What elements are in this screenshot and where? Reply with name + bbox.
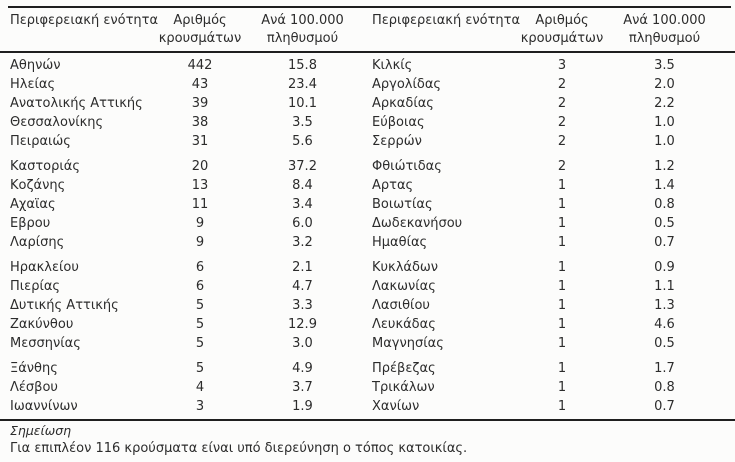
table-row: [10, 75, 355, 94]
cases-table-left: [10, 10, 355, 416]
region-name: Θεσσαλονίκης: [10, 115, 104, 130]
case-count: 1: [557, 399, 567, 414]
region-name: Εβρου: [10, 216, 51, 231]
case-count: 4: [195, 380, 205, 395]
region-name: Λαρίσης: [10, 235, 65, 250]
region-name: Ημαθίας: [372, 235, 428, 250]
table-row: [10, 378, 355, 397]
region-name: Πειραιώς: [10, 134, 71, 149]
region-name: Αχαϊας: [10, 197, 56, 212]
rate-per-100k: 3.7: [292, 380, 313, 395]
case-count: 1: [557, 336, 567, 351]
cases-table-right: [372, 10, 717, 416]
region-name: Μαγνησίας: [372, 336, 444, 351]
rate-per-100k: 3.4: [292, 197, 313, 212]
rate-per-100k: 3.0: [292, 336, 313, 351]
note-text: Για επιπλέον 116 κρούσματα είναι υπό διερεύνηση ο τόπος κατοικίας.: [10, 440, 468, 456]
case-count: 5: [195, 361, 205, 376]
region-name: Πιερίας: [10, 279, 61, 294]
region-name: Κοζάνης: [10, 178, 66, 193]
column-header-region: Περιφερειακή ενότητα: [10, 13, 159, 28]
region-name: Αρτας: [372, 178, 414, 193]
rate-per-100k: 8.4: [292, 178, 313, 193]
table-row: [10, 113, 355, 132]
case-count: 1: [557, 380, 567, 395]
rate-per-100k: 0.7: [654, 235, 675, 250]
region-name: Δωδεκανήσου: [372, 216, 463, 231]
case-count: 1: [557, 235, 567, 250]
table-row: [372, 233, 717, 252]
case-count: 1: [557, 317, 567, 332]
table-row: [10, 233, 355, 252]
rate-per-100k: 12.9: [288, 317, 317, 332]
footnote: [10, 422, 727, 457]
rate-per-100k: 2.0: [654, 77, 675, 92]
rate-per-100k: 3.5: [654, 58, 675, 73]
rate-per-100k: 1.3: [654, 298, 675, 313]
region-name: Μεσσηνίας: [10, 336, 81, 351]
table-top-border: [8, 6, 731, 8]
region-name: Ζακύνθου: [10, 317, 74, 332]
table-row: [10, 252, 355, 277]
table-row: [372, 214, 717, 233]
case-count: 2: [557, 159, 567, 174]
case-count: 5: [195, 298, 205, 313]
column-header-rate: Ανά 100.000 πληθυσμού: [261, 13, 344, 46]
column-header-cases: Αριθμός κρουσμάτων: [158, 13, 242, 46]
case-count: 31: [191, 134, 209, 149]
case-count: 20: [191, 159, 209, 174]
rate-per-100k: 1.0: [654, 115, 675, 130]
case-count: 6: [195, 279, 205, 294]
table-row: [372, 132, 717, 151]
rate-per-100k: 0.5: [654, 216, 675, 231]
region-name: Σερρών: [372, 134, 422, 149]
column-header-cases: Αριθμός κρουσμάτων: [520, 13, 604, 46]
region-name: Πρέβεζας: [372, 361, 436, 376]
case-count: 9: [195, 235, 205, 250]
column-header-rate: Ανά 100.000 πληθυσμού: [623, 13, 706, 46]
case-count: 39: [191, 96, 209, 111]
region-name: Εύβοιας: [372, 115, 425, 130]
region-name: Λέσβου: [10, 380, 58, 395]
region-name: Βοιωτίας: [372, 197, 433, 212]
region-name: Χανίων: [372, 399, 420, 414]
table-row: [372, 56, 717, 75]
case-count: 1: [557, 298, 567, 313]
case-count: 5: [195, 336, 205, 351]
table-row: [10, 315, 355, 334]
rate-per-100k: 0.9: [654, 260, 675, 275]
rate-per-100k: 1.2: [654, 159, 675, 174]
table-row: [372, 334, 717, 353]
region-name: Ηλείας: [10, 77, 56, 92]
case-count: 1: [557, 197, 567, 212]
table-row: [10, 195, 355, 214]
table-row: [372, 378, 717, 397]
note-label: Σημείωση: [10, 423, 72, 438]
rate-per-100k: 0.8: [654, 380, 675, 395]
rate-per-100k: 23.4: [288, 77, 317, 92]
table-row: [372, 75, 717, 94]
case-count: 3: [195, 399, 205, 414]
rate-per-100k: 1.9: [292, 399, 313, 414]
rate-per-100k: 4.6: [654, 317, 675, 332]
case-count: 5: [195, 317, 205, 332]
table-row: [372, 353, 717, 378]
case-count: 2: [557, 96, 567, 111]
table-row: [10, 132, 355, 151]
case-count: 442: [187, 58, 213, 73]
region-name: Κιλκίς: [372, 58, 413, 73]
rate-per-100k: 2.1: [292, 260, 313, 275]
case-count: 1: [557, 260, 567, 275]
table-row: [372, 296, 717, 315]
case-count: 38: [191, 115, 209, 130]
region-name: Λευκάδας: [372, 317, 436, 332]
table-row: [10, 56, 355, 75]
region-name: Φθιώτιδας: [372, 159, 442, 174]
rate-per-100k: 0.7: [654, 399, 675, 414]
table-row: [372, 151, 717, 176]
region-name: Καστοριάς: [10, 159, 80, 174]
region-name: Λακωνίας: [372, 279, 436, 294]
rate-per-100k: 3.3: [292, 298, 313, 313]
region-name: Δυτικής Αττικής: [10, 298, 119, 313]
table-row: [372, 252, 717, 277]
rate-per-100k: 0.8: [654, 197, 675, 212]
rate-per-100k: 1.4: [654, 178, 675, 193]
region-name: Τρικάλων: [372, 380, 435, 395]
case-count: 2: [557, 77, 567, 92]
case-count: 6: [195, 260, 205, 275]
rate-per-100k: 5.6: [292, 134, 313, 149]
column-header-region: Περιφερειακή ενότητα: [372, 13, 521, 28]
rate-per-100k: 4.9: [292, 361, 313, 376]
table-row: [10, 151, 355, 176]
rate-per-100k: 1.1: [654, 279, 675, 294]
region-name: Λασιθίου: [372, 298, 430, 313]
table-row: [372, 277, 717, 296]
rate-per-100k: 3.2: [292, 235, 313, 250]
rate-per-100k: 3.5: [292, 115, 313, 130]
rate-per-100k: 1.0: [654, 134, 675, 149]
rate-per-100k: 2.2: [654, 96, 675, 111]
header-row: [10, 10, 355, 56]
region-name: Αργολίδας: [372, 77, 442, 92]
rate-per-100k: 1.7: [654, 361, 675, 376]
table-row: [10, 94, 355, 113]
table-row: [10, 176, 355, 195]
region-name: Αθηνών: [10, 58, 61, 73]
region-name: Ξάνθης: [10, 361, 58, 376]
region-name: Ηρακλείου: [10, 260, 79, 275]
region-name: Κυκλάδων: [372, 260, 439, 275]
header-row: [372, 10, 717, 56]
table-row: [372, 315, 717, 334]
table-row: [10, 353, 355, 378]
region-name: Ανατολικής Αττικής: [10, 96, 143, 111]
table-row: [10, 214, 355, 233]
table-row: [372, 195, 717, 214]
table-row: [10, 397, 355, 416]
rate-per-100k: 6.0: [292, 216, 313, 231]
rate-per-100k: 15.8: [288, 58, 317, 73]
case-count: 1: [557, 178, 567, 193]
table-row: [372, 94, 717, 113]
table-row: [372, 397, 717, 416]
case-count: 1: [557, 216, 567, 231]
case-count: 13: [191, 178, 209, 193]
case-count: 11: [191, 197, 209, 212]
rate-per-100k: 0.5: [654, 336, 675, 351]
table-row: [372, 113, 717, 132]
case-count: 2: [557, 115, 567, 130]
case-count: 3: [557, 58, 567, 73]
case-count: 9: [195, 216, 205, 231]
table-bottom-border: [0, 419, 735, 421]
rate-per-100k: 37.2: [288, 159, 317, 174]
case-count: 1: [557, 279, 567, 294]
rate-per-100k: 4.7: [292, 279, 313, 294]
region-name: Ιωαννίνων: [10, 399, 78, 414]
case-count: 2: [557, 134, 567, 149]
region-name: Αρκαδίας: [372, 96, 434, 111]
table-row: [10, 334, 355, 353]
case-count: 1: [557, 361, 567, 376]
case-count: 43: [191, 77, 209, 92]
table-row: [10, 296, 355, 315]
rate-per-100k: 10.1: [288, 96, 317, 111]
table-row: [372, 176, 717, 195]
table-row: [10, 277, 355, 296]
